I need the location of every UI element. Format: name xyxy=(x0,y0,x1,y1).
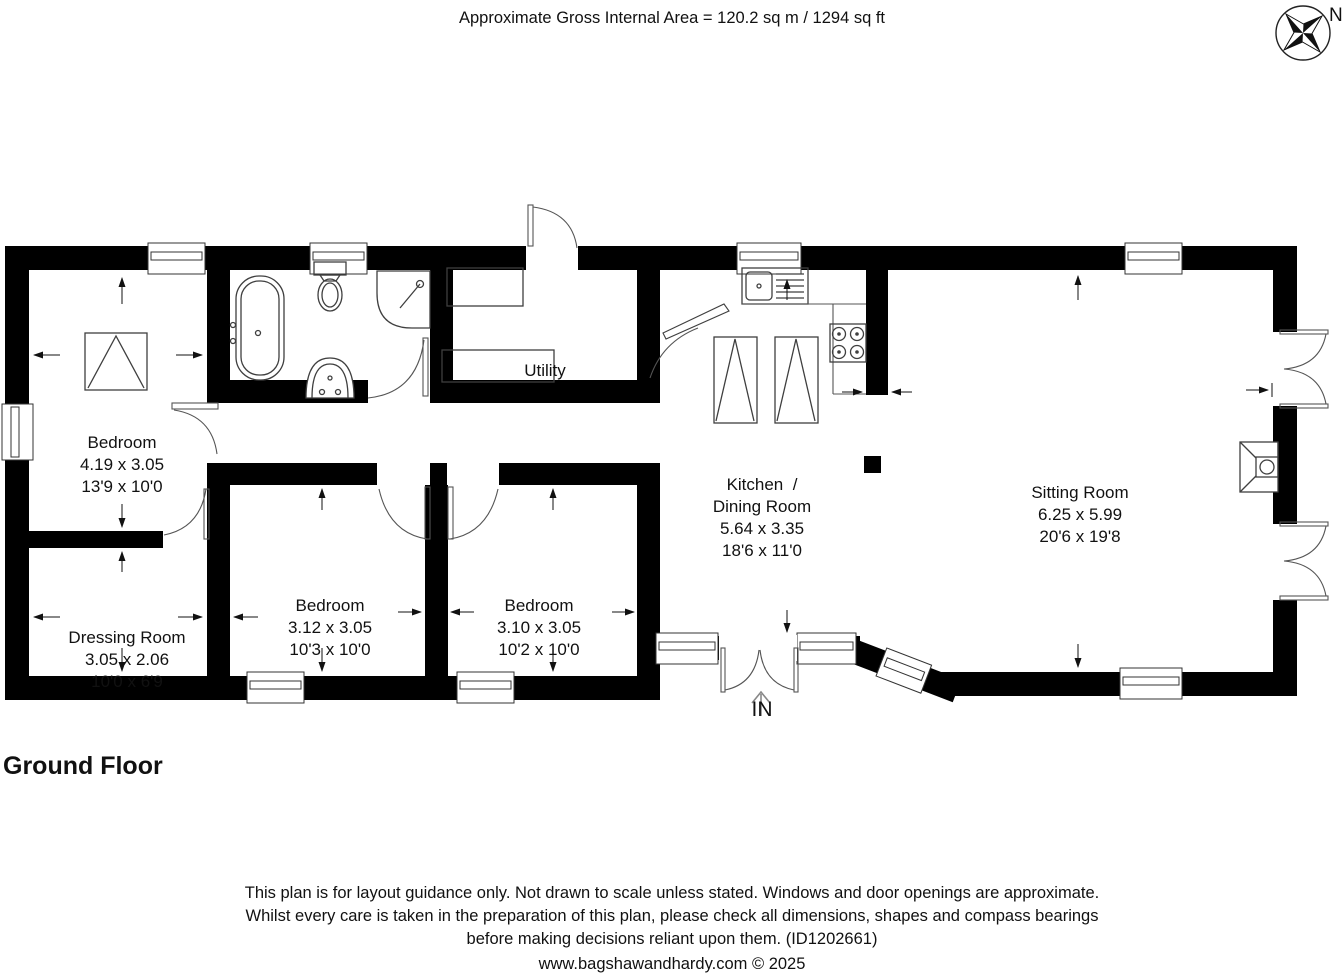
floor-title: Ground Floor xyxy=(3,752,163,780)
utility-door xyxy=(526,205,578,271)
wood-burner xyxy=(1240,442,1278,492)
window xyxy=(1125,243,1182,274)
disclaimer-line-3: before making decisions reliant upon them. (ID1202661) xyxy=(466,930,878,948)
kitchen-tall-unit-2 xyxy=(775,337,818,423)
kitchen-counter xyxy=(742,304,866,394)
room-label-dressing-room: Dressing Room 3.05 x 2.06 10'0 x 6'9 xyxy=(68,628,186,691)
room-label-utility: Utility xyxy=(524,361,566,380)
disclaimer-line-1: This plan is for layout guidance only. Not drawn to scale unless stated. Windows and door openings are approximate. xyxy=(244,884,1100,902)
window xyxy=(656,633,718,664)
room-label-kitchen-dining: Kitchen / Dining Room 5.64 x 3.35 18'6 x 11'0 xyxy=(712,475,812,560)
window xyxy=(148,243,205,274)
bathtub xyxy=(231,276,285,380)
bathroom-door xyxy=(368,338,428,398)
compass-rose xyxy=(1276,5,1343,60)
window xyxy=(310,243,367,274)
kitchen-door xyxy=(650,304,729,378)
hob xyxy=(830,324,866,362)
french-doors-lower xyxy=(1272,522,1328,600)
room-label-bedroom-2: Bedroom 3.12 x 3.05 10'3 x 10'0 xyxy=(287,596,373,659)
website-line: www.bagshawandhardy.com © 2025 xyxy=(538,955,806,973)
french-doors-upper xyxy=(1272,330,1328,408)
bedroom3-door xyxy=(448,487,498,539)
room-label-bedroom-1: Bedroom 4.19 x 3.05 13'9 x 10'0 xyxy=(79,433,165,496)
wash-basin xyxy=(306,358,354,398)
disclaimer-line-2: Whilst every care is taken in the preparation of this plan, please check all dimensions, shapes and compass bearings xyxy=(245,907,1099,925)
window xyxy=(1120,668,1182,699)
shower xyxy=(377,271,430,328)
compass-north-label: N xyxy=(1329,5,1343,26)
window xyxy=(797,633,856,664)
room-label-sitting-room: Sitting Room 6.25 x 5.99 20'6 x 19'8 xyxy=(1031,483,1129,546)
wardrobe xyxy=(85,333,147,390)
entrance-double-doors xyxy=(719,635,798,692)
window xyxy=(737,243,801,274)
bedroom2-door xyxy=(379,487,430,539)
area-title: Approximate Gross Internal Area = 120.2 sq m / 1294 sq ft xyxy=(458,9,886,27)
entrance-label: IN xyxy=(751,698,773,721)
kitchen-tall-unit-1 xyxy=(714,337,757,423)
room-label-bedroom-3: Bedroom 3.10 x 3.05 10'2 x 10'0 xyxy=(496,596,582,659)
structural-column xyxy=(864,456,881,473)
